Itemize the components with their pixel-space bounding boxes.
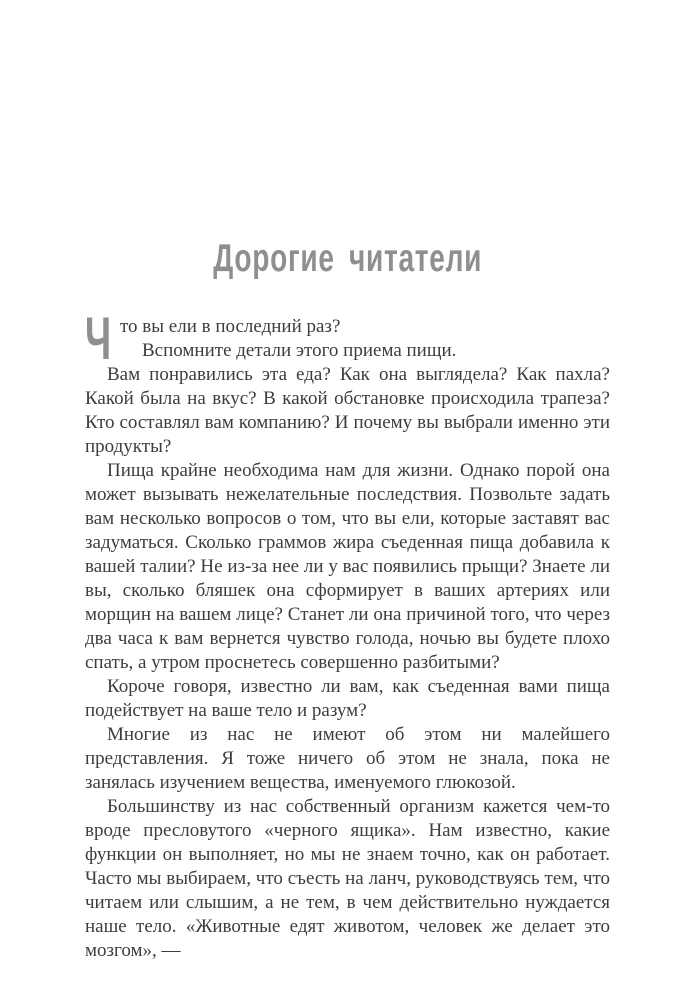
- paragraph-4: Пища крайне необходима нам для жизни. Однако порой она может вызывать нежелательные последствия. Позвольте задать вам несколько вопросов о том, что вы ели, которые заставят вас задуматься. Сколько граммов жира съеденная пища добавила к вашей талии? Не из-за нее ли у вас появились прыщи? Знаете ли вы, сколько бляшек она сформирует в ваших артериях или морщин на вашем лице? Станет ли она причиной того, что через два часа к вам вернется чувство голода, ночью вы будете плохо спать, а утром проснетесь совершенно разбитыми?: [85, 460, 610, 673]
- paragraph-7: Большинству из нас собственный организм кажется чем-то вроде пресловутого «черного ящика». Нам известно, какие функции он выполняет, но мы не знаем точно, как он работает. Часто мы выбираем, что съесть на ланч, руководствуясь тем, что читаем или слышим, а не тем, в чем действительно нуждается наше тело. «Животные едят животом, человек же делает это мозгом», —: [85, 796, 610, 961]
- page-content: [0, 239, 699, 963]
- paragraph-1: то вы ели в последний раз?: [120, 316, 341, 337]
- paragraph-3: Вам понравились эта еда? Как она выглядела? Как пахла? Какой была на вкус? В какой обстановке происходила трапеза? Кто составлял вам компанию? И почему вы выбрали именно эти продукты?: [85, 364, 610, 457]
- chapter-title: [85, 239, 610, 278]
- body-text: [85, 305, 610, 963]
- chapter-title-text: Дорогие читатели: [213, 237, 482, 280]
- drop-cap: [85, 305, 114, 372]
- paragraph-2: Вспомните детали этого приема пищи.: [142, 340, 457, 361]
- paragraph-5: Короче говоря, известно ли вам, как съеденная вами пища подействует на ваше тело и разум?: [85, 676, 610, 721]
- paragraph-6: Многие из нас не имеют об этом ни малейшего представления. Я тоже ничего об этом не знала, пока не занялась изучением вещества, именуемого глюкозой.: [85, 724, 610, 793]
- drop-cap-letter: Ч: [85, 305, 112, 372]
